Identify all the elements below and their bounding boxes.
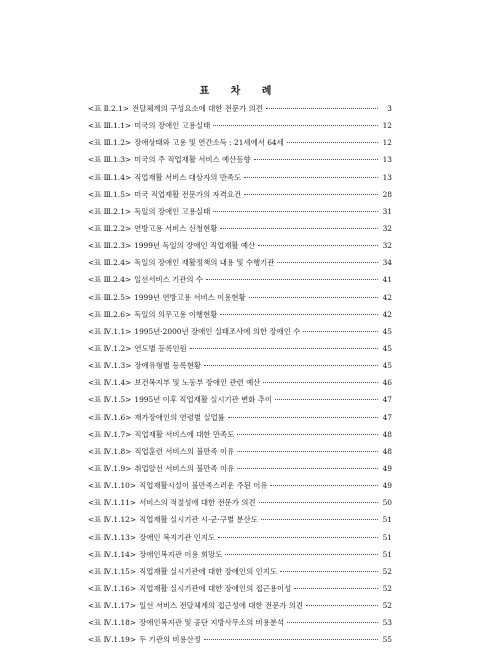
toc-entry[interactable] [88, 151, 392, 168]
table-title: 일선서비스 기관의 수 [134, 275, 204, 285]
table-label: <표 Ⅳ.1.2> [88, 343, 132, 353]
table-title: 장애상태와 고용 및 연간소득 : 21세에서 64세 [134, 138, 284, 148]
toc-entry[interactable] [88, 357, 392, 374]
page-number: 12 [382, 138, 392, 148]
dot-leader [259, 502, 378, 503]
dot-leader [220, 228, 378, 229]
table-title: 장애인 복지기관 인지도 [139, 532, 216, 542]
toc-entry[interactable] [88, 340, 392, 357]
dot-leader [254, 159, 378, 160]
dot-leader [280, 571, 378, 572]
table-title: 독일의 의무고용 이행현황 [134, 309, 218, 319]
table-title: 서비스의 적절성에 대한 전문가 의견 [139, 498, 256, 508]
toc-entry[interactable] [88, 220, 392, 237]
table-label: <표 Ⅳ.1.16> [88, 583, 137, 593]
toc-entry[interactable] [88, 289, 392, 306]
dot-leader [261, 519, 378, 520]
table-label: <표 Ⅳ.1.19> [88, 635, 137, 645]
page-number: 49 [382, 463, 392, 473]
table-title: 직업재활 서비스 대상자의 만족도 [134, 172, 242, 182]
page-number: 51 [382, 549, 392, 559]
table-title: 1995년·2000년 장애인 실태조사에 의한 장애인 수 [134, 326, 301, 336]
table-label: <표 Ⅳ.1.7> [88, 429, 132, 439]
table-label: <표 Ⅳ.1.3> [88, 361, 132, 371]
dot-leader [287, 622, 378, 623]
table-label: <표 Ⅳ.1.10> [88, 481, 137, 491]
dot-leader [204, 365, 378, 366]
table-of-contents [88, 100, 392, 649]
dot-leader [237, 434, 378, 435]
table-title: 미국 직업재활 전문가의 자격요건 [134, 189, 242, 199]
page-number: 28 [382, 189, 392, 199]
table-label: <표 Ⅲ.2.2> [88, 223, 132, 233]
dot-leader [266, 108, 378, 109]
table-title: 일선 서비스 전달체계의 접근성에 대한 전문가 의견 [139, 601, 304, 611]
table-title: 직업재활 실시기관 시·군·구별 분산도 [139, 515, 258, 525]
dot-leader [190, 348, 378, 349]
page-number: 55 [382, 635, 392, 645]
toc-entry[interactable] [88, 460, 392, 477]
toc-entry[interactable] [88, 203, 392, 220]
toc-entry[interactable] [88, 134, 392, 151]
table-label: <표 Ⅲ.2.3> [88, 241, 132, 251]
page-number: 47 [382, 395, 392, 405]
table-title: 보건복지부 및 노동부 장애인 관련 예산 [134, 378, 261, 388]
dot-leader [275, 399, 378, 400]
page-number: 42 [382, 292, 392, 302]
table-label: <표 Ⅳ.1.4> [88, 378, 132, 388]
table-title: 연도별 등록인원 [134, 343, 187, 353]
table-label: <표 Ⅲ.1.5> [88, 189, 132, 199]
toc-entry[interactable] [88, 323, 392, 340]
table-title: 직업재활 실시기관에 대한 장애인의 접근용이성 [139, 583, 292, 593]
toc-entry[interactable] [88, 511, 392, 528]
page-number: 51 [382, 532, 392, 542]
toc-entry[interactable] [88, 477, 392, 494]
dot-leader [270, 485, 378, 486]
table-title: 미국의 장애인 고용실태 [134, 121, 211, 131]
table-label: <표 Ⅲ.1.3> [88, 155, 132, 165]
table-title: 전달체계의 구성요소에 대한 전문가 의견 [132, 104, 263, 113]
dot-leader [237, 468, 378, 469]
dot-leader [249, 297, 378, 298]
dot-leader [263, 382, 378, 383]
table-label: <표 Ⅱ.2.1> [88, 104, 129, 113]
page-number: 32 [382, 241, 392, 251]
toc-entry[interactable] [88, 374, 392, 391]
table-label: <표 Ⅳ.1.13> [88, 532, 137, 542]
dot-leader [287, 142, 378, 143]
page-number: 42 [382, 309, 392, 319]
table-title: 독일의 장애인 재활정책의 내용 및 수행기관 [134, 258, 275, 268]
page-number: 52 [382, 583, 392, 593]
toc-entry[interactable] [88, 169, 392, 186]
page-number: 53 [382, 618, 392, 628]
page-number: 31 [382, 206, 392, 216]
page-heading: 표 차 례 [199, 86, 281, 97]
toc-entry[interactable] [88, 546, 392, 563]
table-title: 1999년 연방고용 서비스 이용현황 [134, 292, 246, 302]
dot-leader [258, 245, 378, 246]
toc-entry[interactable] [88, 494, 392, 511]
toc-entry[interactable] [88, 306, 392, 323]
table-label: <표 Ⅳ.1.14> [88, 549, 137, 559]
page-number: 48 [382, 429, 392, 439]
table-title: 직업재활시설이 불만족스러운 주된 이유 [139, 481, 268, 491]
page-number: 34 [382, 258, 392, 268]
table-label: <표 Ⅳ.1.18> [88, 618, 137, 628]
table-label: <표 Ⅲ.2.4> [88, 275, 132, 285]
dot-leader [237, 451, 378, 452]
page-number: 3 [387, 104, 392, 113]
table-label: <표 Ⅲ.2.4> [88, 258, 132, 268]
dot-leader [220, 314, 378, 315]
dot-leader [213, 211, 378, 212]
dot-leader [206, 279, 378, 280]
toc-entry[interactable] [88, 426, 392, 443]
table-label: <표 Ⅳ.1.1> [88, 326, 132, 336]
table-label: <표 Ⅲ.1.1> [88, 121, 132, 131]
page-number: 46 [382, 378, 392, 388]
dot-leader [218, 537, 378, 538]
dot-leader [306, 605, 378, 606]
toc-entry[interactable] [88, 100, 392, 117]
page-number: 45 [382, 326, 392, 336]
page-number: 50 [382, 498, 392, 508]
toc-entry[interactable] [88, 117, 392, 134]
table-title: 1995년 이후 직업재활 실시기관 변화 추이 [134, 395, 273, 405]
page-number: 32 [382, 223, 392, 233]
table-label: <표 Ⅲ.1.2> [88, 138, 132, 148]
page-number: 47 [382, 412, 392, 422]
table-label: <표 Ⅳ.1.5> [88, 395, 132, 405]
page-number: 45 [382, 361, 392, 371]
dot-leader [303, 331, 378, 332]
dot-leader [213, 125, 378, 126]
toc-entry[interactable] [88, 186, 392, 203]
toc-entry[interactable] [88, 563, 392, 580]
toc-entry[interactable] [88, 597, 392, 614]
table-label: <표 Ⅲ.2.5> [88, 292, 132, 302]
table-title: 직업훈련 서비스의 불만족 이유 [134, 446, 235, 456]
table-title: 장애유형별 등록현황 [134, 361, 201, 371]
page-number: 13 [382, 155, 392, 165]
toc-entry[interactable] [88, 271, 392, 288]
table-label: <표 Ⅳ.1.15> [88, 566, 137, 576]
table-label: <표 Ⅳ.1.6> [88, 412, 132, 422]
table-label: <표 Ⅳ.1.9> [88, 463, 132, 473]
table-title: 직업재활 서비스에 대한 만족도 [134, 429, 235, 439]
table-title: 취업알선 서비스의 불만족 이유 [134, 463, 235, 473]
dot-leader [277, 262, 378, 263]
page-number: 52 [382, 601, 392, 611]
toc-entry[interactable] [88, 409, 392, 426]
toc-entry[interactable] [88, 631, 392, 648]
page-number: 13 [382, 172, 392, 182]
dot-leader [204, 639, 378, 640]
page-number: 48 [382, 446, 392, 456]
dot-leader [244, 194, 378, 195]
toc-entry[interactable] [88, 391, 392, 408]
toc-entry[interactable] [88, 237, 392, 254]
table-title: 독일의 장애인 고용실태 [134, 206, 211, 216]
toc-entry[interactable] [88, 580, 392, 597]
page-number: 52 [382, 566, 392, 576]
dot-leader [228, 417, 378, 418]
table-title: 장애인복지관 및 공단 지방사무소의 비용분석 [139, 618, 285, 628]
table-label: <표 Ⅲ.2.1> [88, 206, 132, 216]
table-label: <표 Ⅳ.1.8> [88, 446, 132, 456]
dot-leader [244, 177, 378, 178]
page-number: 12 [382, 121, 392, 131]
table-label: <표 Ⅲ.1.4> [88, 172, 132, 182]
table-title: 직업재활 실시기관에 대한 장애인의 인지도 [139, 566, 277, 576]
toc-entry[interactable] [88, 443, 392, 460]
page-number: 41 [382, 275, 392, 285]
table-label: <표 Ⅳ.1.12> [88, 515, 137, 525]
table-label: <표 Ⅳ.1.17> [88, 601, 137, 611]
page-number: 51 [382, 515, 392, 525]
page-number: 49 [382, 481, 392, 491]
table-label: <표 Ⅳ.1.11> [88, 498, 137, 508]
table-title: 장애인복지관 이용 희망도 [139, 549, 223, 559]
toc-entry[interactable] [88, 254, 392, 271]
table-title: 1999년 독일의 장애인 직업재활 예산 [134, 241, 256, 251]
table-title: 미국의 주 직업재활 서비스 예산동향 [134, 155, 251, 165]
table-title: 재가장애인의 연령별 실업률 [134, 412, 225, 422]
table-title: 연방고용 서비스 신청현황 [134, 223, 218, 233]
dot-leader [294, 588, 378, 589]
page-number: 45 [382, 343, 392, 353]
toc-entry[interactable] [88, 529, 392, 546]
dot-leader [225, 554, 378, 555]
table-title: 두 기관의 비용산정 [139, 635, 201, 645]
toc-entry[interactable] [88, 614, 392, 631]
table-label: <표 Ⅲ.2.6> [88, 309, 132, 319]
